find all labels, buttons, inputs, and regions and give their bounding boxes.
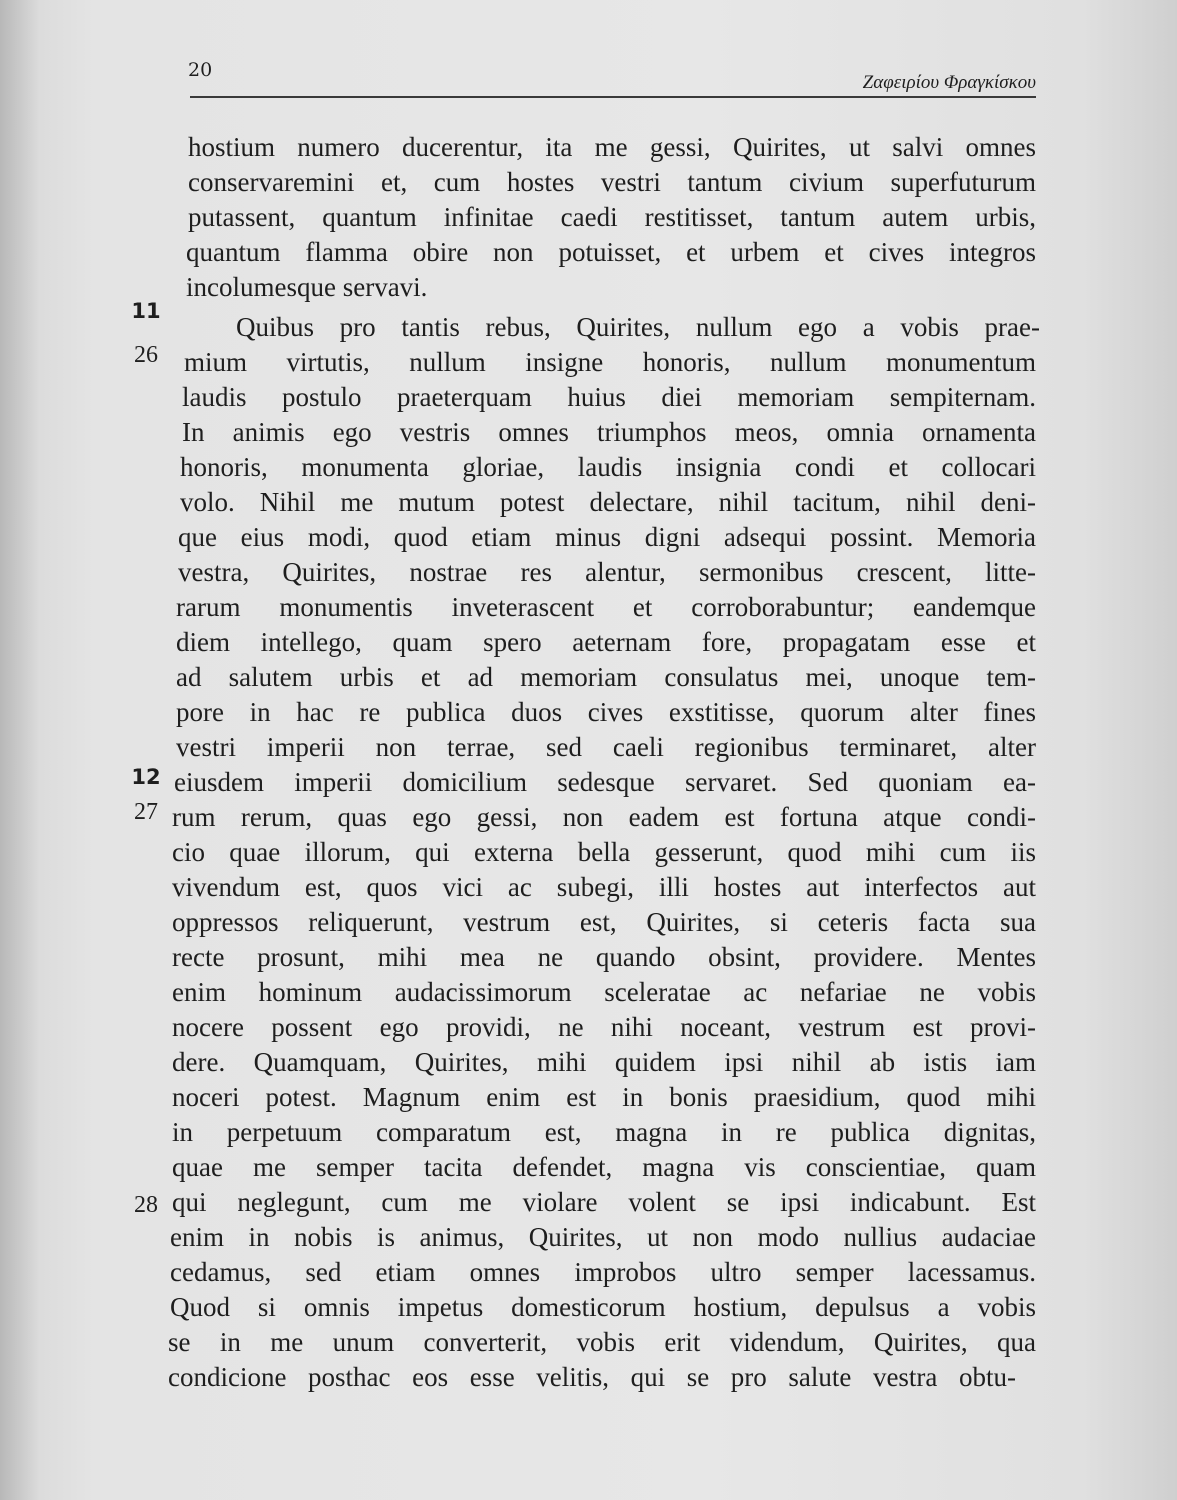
text-line: qui neglegunt, cum me violare volent se ipsi indicabunt. Est (172, 1187, 1036, 1217)
text-line: noceri potest. Magnum enim est in bonis praesidium, quod mihi (172, 1082, 1036, 1112)
text-line: se in me unum converterit, vobis erit videndum, Quirites, qua (168, 1327, 1036, 1357)
text-line: incolumesque servavi. (186, 272, 428, 302)
page-number: 20 (188, 59, 213, 81)
text-line: dere. Quamquam, Quirites, mihi quidem ipsi nihil ab istis iam (172, 1047, 1036, 1077)
text-line: enim in nobis is animus, Quirites, ut non modo nullius audaciae (170, 1222, 1036, 1252)
text-line: Quibus pro tantis rebus, Quirites, nullum ego a vobis prae- (236, 312, 1040, 342)
text-line: pore in hac re publica duos cives exstitisse, quorum alter fines (176, 697, 1036, 727)
text-line: que eius modi, quod etiam minus digni adsequi possint. Memoria (178, 522, 1036, 552)
text-line: cedamus, sed etiam omnes improbos ultro semper lacessamus. (170, 1257, 1036, 1287)
text-line: putassent, quantum infinitae caedi restitisset, tantum autem urbis, (188, 202, 1036, 232)
text-line: quantum flamma obire non potuisset, et urbem et cives integros (186, 237, 1036, 267)
text-line: conservaremini et, cum hostes vestri tantum civium superfuturum (188, 167, 1036, 197)
text-line: condicione posthac eos esse velitis, qui se pro salute vestra obtu- (168, 1362, 1016, 1392)
text-line: eiusdem imperii domicilium sedesque servaret. Sed quoniam ea- (174, 767, 1036, 797)
margin-number-11: 11 (131, 299, 161, 323)
header-rule (190, 96, 1036, 98)
text-line: hostium numero ducerentur, ita me gessi, Quirites, ut salvi omnes (188, 132, 1036, 162)
text-line: rarum monumentis inveterascent et corroborabuntur; eandemque (176, 592, 1036, 622)
text-line: enim hominum audacissimorum sceleratae ac nefariae ne vobis (172, 977, 1036, 1007)
margin-number-26: 26 (134, 342, 158, 368)
text-line: mium virtutis, nullum insigne honoris, nullum monumentum (184, 347, 1036, 377)
margin-number-12: 12 (131, 765, 161, 789)
text-line: nocere possent ego providi, ne nihi noceant, vestrum est provi- (172, 1012, 1036, 1042)
margin-number-28: 28 (134, 1192, 158, 1218)
text-line: recte prosunt, mihi mea ne quando obsint, providere. Mentes (172, 942, 1036, 972)
text-line: In animis ego vestris omnes triumphos meos, omnia ornamenta (182, 417, 1036, 447)
text-line: oppressos reliquerunt, vestrum est, Quirites, si ceteris facta sua (172, 907, 1036, 937)
text-line: volo. Nihil me mutum potest delectare, nihil tacitum, nihil deni- (180, 487, 1036, 517)
text-line: vestra, Quirites, nostrae res alentur, sermonibus crescent, litte- (178, 557, 1036, 587)
text-line: diem intellego, quam spero aeternam fore, propagatam esse et (176, 627, 1036, 657)
text-line: in perpetuum comparatum est, magna in re publica dignitas, (172, 1117, 1036, 1147)
text-line: vivendum est, quos vici ac subegi, illi hostes aut interfectos aut (172, 872, 1036, 902)
margin-number-27: 27 (134, 799, 158, 825)
text-line: laudis postulo praeterquam huius diei memoriam sempiternam. (182, 382, 1036, 412)
running-head: Ζαφειρίου Φραγκίσκου (862, 72, 1036, 93)
text-line: Quod si omnis impetus domesticorum hostium, depulsus a vobis (170, 1292, 1036, 1322)
text-line: vestri imperii non terrae, sed caeli regionibus terminaret, alter (176, 732, 1036, 762)
text-line: quae me semper tacita defendet, magna vis conscientiae, quam (172, 1152, 1036, 1182)
page-header (188, 58, 1036, 94)
binding-shadow (0, 0, 40, 1500)
text-line: honoris, monumenta gloriae, laudis insignia condi et collocari (180, 452, 1036, 482)
text-line: ad salutem urbis et ad memoriam consulatus mei, unoque tem- (176, 662, 1036, 692)
text-line: cio quae illorum, qui externa bella gesserunt, quod mihi cum iis (172, 837, 1036, 867)
text-line: rum rerum, quas ego gessi, non eadem est fortuna atque condi- (172, 802, 1036, 832)
